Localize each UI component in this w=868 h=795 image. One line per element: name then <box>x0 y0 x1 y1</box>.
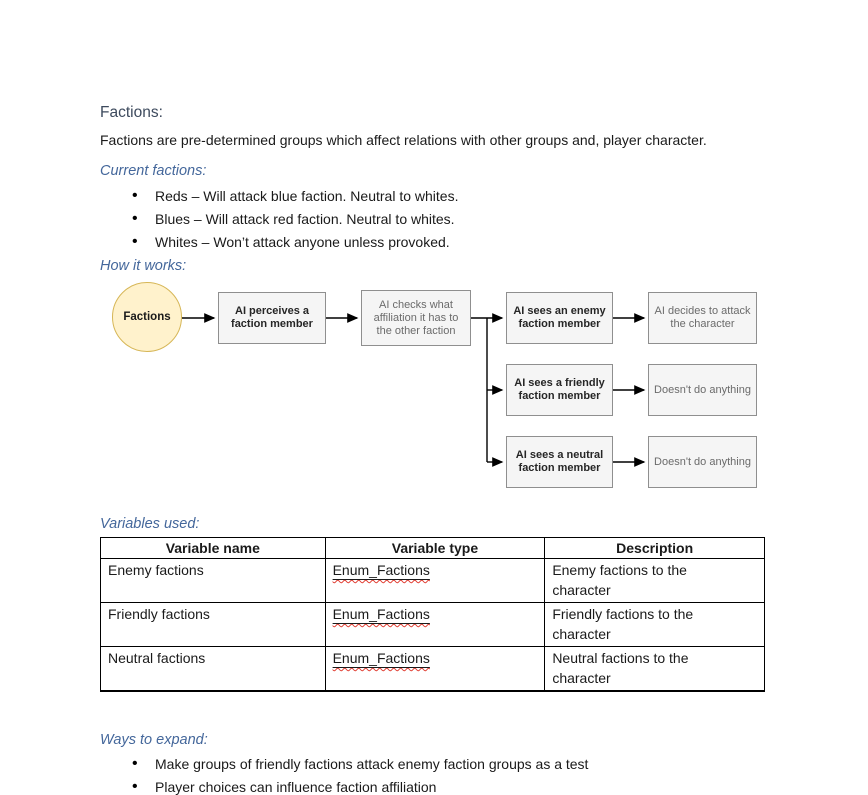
cell-variable-type <box>325 647 545 692</box>
list-item: • Whites – Won’t attack anyone unless provoked. <box>100 235 798 250</box>
variable-type-value: Enum_Factions <box>332 650 430 666</box>
ways-to-expand-list <box>100 757 798 795</box>
list-item: • Blues – Will attack red faction. Neutral to whites. <box>100 212 798 227</box>
cell-variable-name: Neutral factions <box>101 647 326 692</box>
heading-current-factions: Current factions: <box>100 163 207 179</box>
flow-node-sees-friendly: AI sees a friendly faction member <box>506 364 613 416</box>
current-factions-list <box>100 189 798 250</box>
description-value: Enemy factions to the character <box>552 562 687 598</box>
list-item: • Make groups of friendly factions attack enemy faction groups as a test <box>100 757 798 772</box>
flow-node-friendly-result: Doesn't do anything <box>648 364 757 416</box>
flow-node-sees-neutral: AI sees a neutral faction member <box>506 436 613 488</box>
description-value: Friendly factions to the character <box>552 606 694 642</box>
flow-node-sees-enemy: AI sees an enemy faction member <box>506 292 613 344</box>
table-row <box>101 603 765 647</box>
list-item: • Reds – Will attack blue faction. Neutral to whites. <box>100 189 798 204</box>
cell-description <box>545 559 765 603</box>
cell-description <box>545 603 765 647</box>
table-header-row <box>101 538 765 559</box>
cell-variable-name: Friendly factions <box>101 603 326 647</box>
flow-node-attack-result: AI decides to attack the character <box>648 292 757 344</box>
variable-type-value: Enum_Factions <box>332 562 430 578</box>
column-header-description: Description <box>545 538 765 559</box>
table-row <box>101 647 765 692</box>
list-item: • Player choices can influence faction affiliation <box>100 780 798 795</box>
cell-variable-name: Enemy factions <box>101 559 326 603</box>
table-row <box>101 559 765 603</box>
heading-how-it-works: How it works: <box>100 258 187 274</box>
column-header-variable-name: Variable name <box>101 538 326 559</box>
flow-node-neutral-result: Doesn't do anything <box>648 436 757 488</box>
cell-variable-type <box>325 559 545 603</box>
cell-variable-type <box>325 603 545 647</box>
flow-node-start-factions: Factions <box>112 282 182 352</box>
description-value: Neutral factions to the character <box>552 650 689 686</box>
intro-paragraph: Factions are pre-determined groups which affect relations with other groups and, player character. <box>100 132 707 148</box>
column-header-variable-type: Variable type <box>325 538 545 559</box>
flow-node-ai-checks-affiliation: AI checks what affiliation it has to the other faction <box>361 290 471 346</box>
flowchart <box>0 278 868 500</box>
variables-table <box>100 537 765 692</box>
flow-node-ai-perceives: AI perceives a faction member <box>218 292 326 344</box>
heading-ways-to-expand: Ways to expand: <box>100 732 208 748</box>
cell-description <box>545 647 765 692</box>
page-title: Factions: <box>100 104 163 121</box>
heading-variables-used: Variables used: <box>100 516 200 532</box>
variable-type-value: Enum_Factions <box>332 606 430 622</box>
